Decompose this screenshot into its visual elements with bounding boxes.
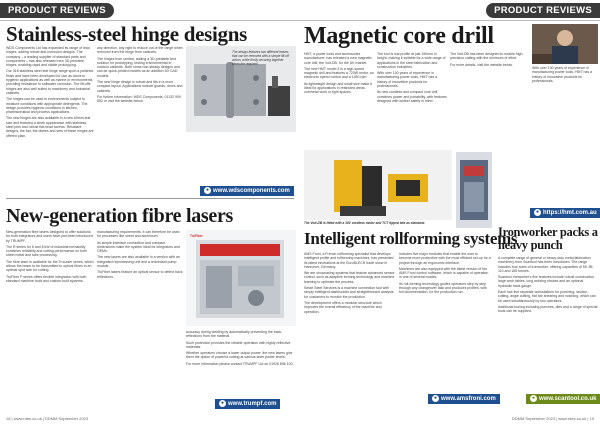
- paragraph: Its new cordless and compact core drill combines power and portability, with features designed with worker safety in mind.: [377, 90, 447, 103]
- paragraph: manufacturing requirements. It can therefore be used for processes like sheet and aluminium.: [97, 230, 180, 239]
- paragraph: The tool is low-profile at just 190mm in height, making it suitable for a wide range of applications in the steel fabrication and construction industries.: [377, 52, 446, 69]
- laser-photo: [186, 230, 296, 326]
- page-footer: DDMM September 2023 | www.rdes.co.uk | 19: [511, 416, 594, 421]
- paragraph: TruFiber P series offers flexible integration with both standard machine tools and custom-built systems.: [6, 274, 87, 283]
- website-link[interactable]: ● www.amsfroni.com: [428, 394, 500, 404]
- story-body-col2: [377, 52, 447, 148]
- paragraph: accuracy during welding by automatically preventing the back-reflections from the material.: [186, 330, 283, 339]
- paragraph: Its roll-forming technology guides operators step by step through any changeover task and produces profiles, with full documentation, for the production run.: [399, 281, 487, 295]
- rollforming-photo: [456, 152, 492, 228]
- paragraph: Our 316 stainless steel leaf hinge range sport a polished finish and have been developed for use as doors in hygienic applications as well as marine or environments providing resistance to saltwater corrosion. The lift-offs hinges are also well suited to machinery and industrial cabinets.: [6, 69, 94, 95]
- paragraph: For further information: WDS Components, 01132 909 852 or visit the website below.: [97, 94, 181, 104]
- paragraph: For more information please contact TRUMPF Ltd on 01926 896 100.: [186, 361, 294, 366]
- paragraph: The new HMT model 3 is a high-speed magnetic drill and features a 720W motor, an electronic speed control and a 1450 rpm.: [304, 66, 374, 80]
- story-body-col3: [186, 330, 296, 400]
- web-icon: ●: [205, 187, 210, 193]
- website-link[interactable]: ● www.trumpf.com: [215, 399, 280, 409]
- story-divider: [6, 198, 294, 199]
- story-headline: New-generation fibre lasers: [6, 205, 234, 227]
- paragraph: The Volt-DB has been designed to enable high-precision cutting with the minimum of effort.: [450, 52, 524, 61]
- paragraph: Smart Steel Services is a machine connection tool with simply intelligent dashboards and straightforward analysis for customers to monitor the production.: [304, 286, 394, 299]
- story-headline: Ironworker packs a heavy punch: [498, 225, 598, 252]
- story-body-col1: [304, 252, 396, 398]
- website-link[interactable]: ● www.scantool.co.uk: [526, 394, 600, 404]
- paragraph: The new hinge design is robust and fits in a more compact layout. Applications include guards, doors and cabinets.: [97, 80, 183, 93]
- paragraph: The new lasers are also available in a version with an integrated reprocessing unit and a redundant pump module.: [97, 255, 180, 269]
- website-link[interactable]: ● https://hmt.com.au: [530, 208, 600, 218]
- page-footer: 18 | www.rdes.co.uk | DDMM September 2023: [6, 416, 89, 421]
- paragraph: The R series for 6 and 8 kW of industrial formability combines reliability and cutting performance on both sheet metal and tube processing.: [6, 244, 87, 258]
- story-headline: Magnetic core drill: [304, 23, 494, 49]
- web-icon: ●: [531, 395, 536, 401]
- operator-photo: [532, 24, 598, 64]
- website-link[interactable]: ● www.wdscomponents.com: [200, 186, 294, 196]
- paragraph: Its lightweight design and small size make it ideal for applications in restricted areas, overhead work or tight spaces.: [304, 81, 372, 95]
- paragraph: With over 100 years of experience in manufacturing power tools, HMT has a history of innovative products for professionals.: [532, 66, 593, 83]
- story-body: [498, 256, 598, 386]
- story-body-col2: [97, 46, 183, 194]
- web-icon: ●: [433, 395, 438, 401]
- section-tab: PRODUCT REVIEWS: [486, 3, 600, 18]
- paragraph: The fibre laser is available for the TruLaser series, which allows the beam to be transmitted to optical fibres in an optimal spot size for cutting.: [6, 259, 94, 273]
- paragraph: New-generation fibre lasers designed to offer solutions for both integrators and users have just been introduced by TRUMPF.: [6, 230, 93, 243]
- paragraph: Such protection provides the reliable operation with highly reflective materials.: [186, 340, 291, 349]
- web-icon: ●: [220, 400, 225, 406]
- photo-caption: The design features two different leaves that can be removed with a simple lift-off action, while firmly securing together when the required: [232, 50, 290, 66]
- story-body-col2: [97, 230, 183, 410]
- paragraph: For more details, visit the website below.: [450, 62, 513, 67]
- drill-photo: [304, 150, 452, 220]
- header-rule: [0, 20, 300, 21]
- story-body-col4: [532, 66, 598, 148]
- paragraph: includes five major modules that enable the user to become more productive with the most efficient set-up for a project through an ergonomic interface.: [399, 252, 491, 265]
- story-body-col1: [6, 230, 94, 410]
- paragraph: The hinges can be used in environments subject to moisture conditions with appropriate detergents. The design provides hygienic conditions in kitchen, pharmaceutical and process applications.: [6, 97, 88, 115]
- paragraph: AMS Froni, a French rollforming specialist that develops intelligent profile and rollforming machines, has presented its latest innovations at the EuroBLECH trade show in Hannover, Germany.: [304, 252, 394, 269]
- paragraph: Whether operators choose a lower output power, the new lasers give them the option of powerful cutting at various laser power levels.: [186, 351, 293, 360]
- paragraph: Its simple interface connection and compact dimensions make the system ideal for integrators and OEMs.: [97, 240, 180, 254]
- story-body-col1: [304, 52, 374, 148]
- paragraph: Machines are also equipped with the latest version of the AMS Froni control software, which is capable of operation in one of several modes.: [399, 266, 489, 280]
- photo-label: TruFiber: [190, 234, 203, 238]
- paragraph: The new hinges are also available in a new 60mm leaf size and featured a sleek appearance with stainless-steel pins and robust flat-head screws. Resistant designs, the bar, the dishes and sets of these hinges are offered plain.: [6, 116, 94, 138]
- header-rule: [300, 20, 600, 21]
- web-icon: ●: [535, 209, 540, 215]
- paragraph: Scantool Ironworker's five features include robust construction, large work tables, long working strokes and an optional hydraulic back gauge.: [498, 275, 596, 288]
- paragraph: The hinges from central, adding a 3D-printable test solution for prototyping, testing environmental in outdoor cabinets. Both come non-steady designs and can be quick-printed models as an addition 3D CAD models.: [97, 56, 180, 78]
- story-body-col1: [6, 46, 94, 194]
- paragraph: any direction, any right to reduce out of the range when removed from the hinge from cabinets.: [97, 46, 183, 55]
- paragraph: Additional tooling including punches, dies and a range of special tools can be supplied.: [498, 304, 598, 314]
- right-page: [300, 0, 600, 424]
- story-headline: Intelligent rollforming systems: [304, 229, 518, 248]
- story-headline: Stainless-steel hinge designs: [6, 22, 247, 46]
- story-body-col2: [399, 252, 491, 392]
- story-body-col3: [450, 52, 528, 148]
- photo-caption: The Volt-DB is fitted with a 18V cordless motor and TCT tipped bits as standard.: [304, 221, 426, 225]
- paragraph: A complete range of general or heavy-duty metal fabrication machinery from Scantool has been introduced. The range includes four sizes of ironworker, offering capacities of 55, 85, 110 and 165 tonnes.: [498, 256, 594, 273]
- paragraph: HMT, a power tools and accessories manufacturer, has released a new magnetic core drill, the Volt-DB, for the UK market.: [304, 52, 372, 65]
- section-tab: PRODUCT REVIEWS: [0, 3, 114, 18]
- paragraph: With over 100 years of experience in manufacturing power tools, HMT has a history of innovative products for professionals.: [377, 71, 438, 89]
- paragraph: Each has five separate workstations for punching, section cutting, angle cutting, flat bar shearing and notching, which can be used simultaneously by two operators.: [498, 290, 596, 303]
- paragraph: WDS Components Ltd has expanded its range of lead hinges, adding robust anti-corrosion designs. The company – a leading supplier of standard parts and components – has also released new 3D-printable hinges, enabling rapid and stable prototyping.: [6, 46, 90, 68]
- paragraph: We are showcasing systems that feature advanced sensor control, such as adaptive forming technology and machine learning to optimise the process.: [304, 271, 395, 284]
- paragraph: TruFiber lasers feature an optical sensor to detect back reflections.: [97, 270, 183, 279]
- paragraph: The development offers a modular structure which improves the overall efficiency of the machine and operation.: [304, 300, 382, 314]
